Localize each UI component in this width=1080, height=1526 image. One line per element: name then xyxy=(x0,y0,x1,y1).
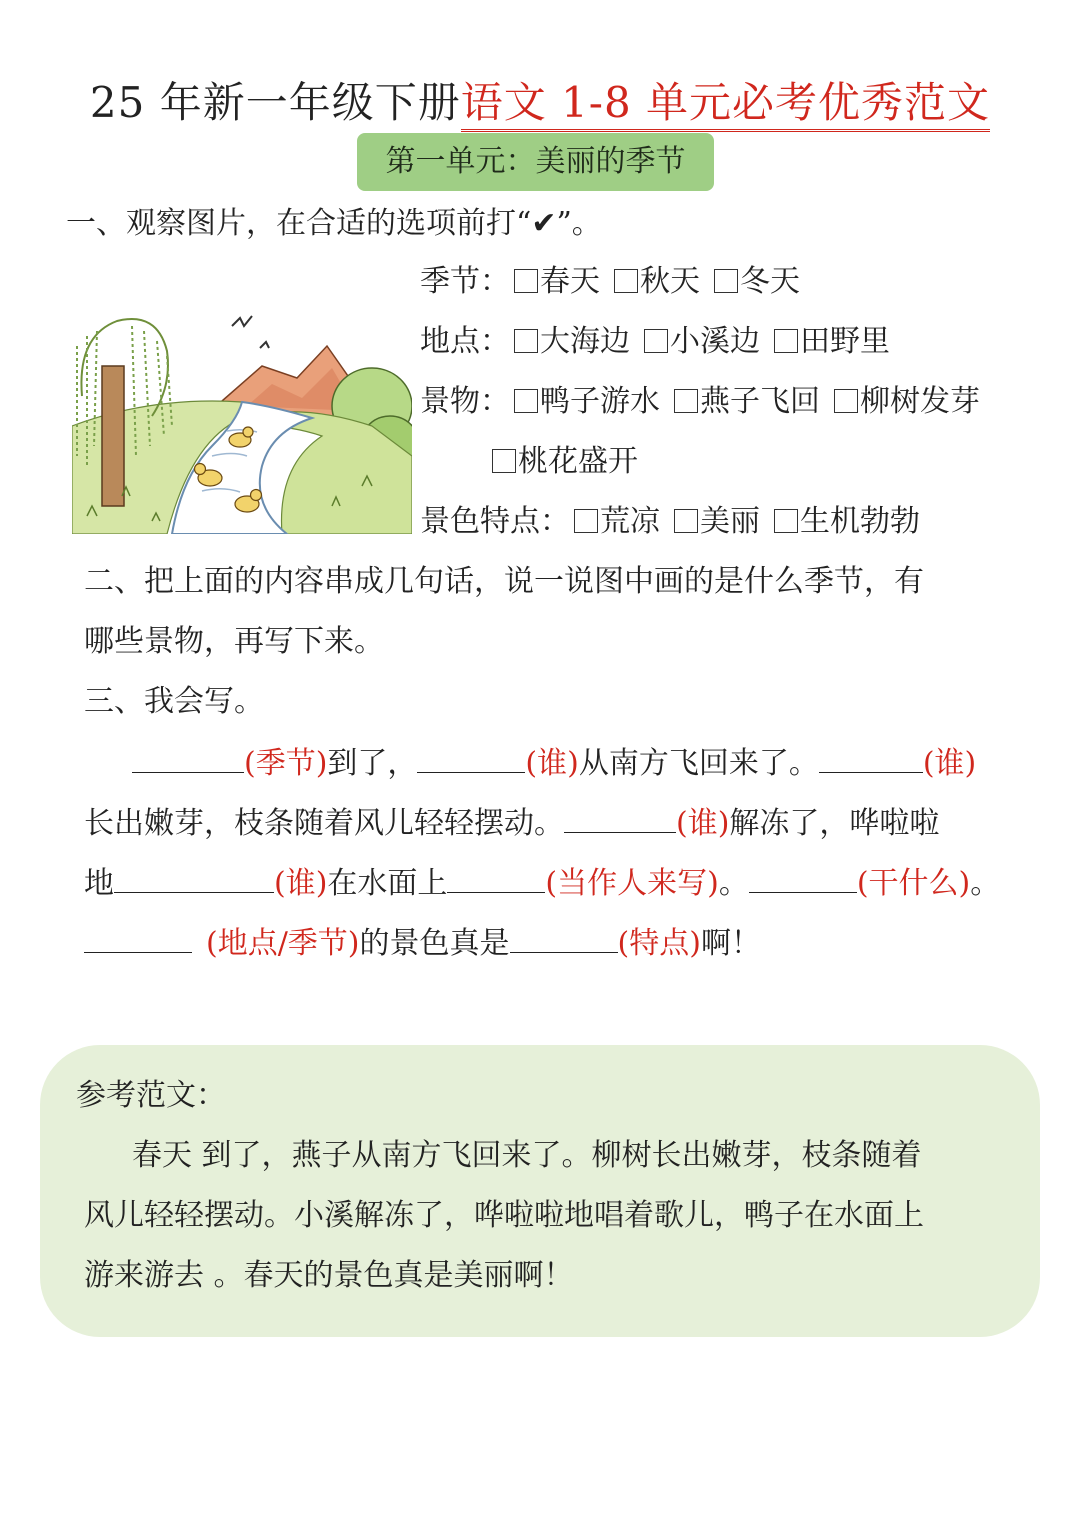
checkbox[interactable] xyxy=(774,329,798,353)
fill-blank[interactable] xyxy=(819,742,923,773)
text-fragment: 。 xyxy=(970,866,1001,901)
hint-doing: (干什么) xyxy=(856,866,971,901)
hint-who: (谁) xyxy=(274,866,328,901)
q1-row-label: 季节： xyxy=(420,264,510,299)
q1-row-place xyxy=(420,322,900,362)
checkbox[interactable] xyxy=(492,449,516,473)
checkbox[interactable] xyxy=(674,389,698,413)
text-fragment: 啊！ xyxy=(700,926,761,961)
fill-blank[interactable] xyxy=(417,742,525,773)
reference-line-3: 游来游去 。春天的景色真是美丽啊！ xyxy=(84,1258,574,1293)
q1-heading: 一、观察图片，在合适的选项前打“✔”。 xyxy=(66,206,602,241)
title-main: 25 年新一年级下册 xyxy=(89,78,461,127)
hint-place-season: (地点/季节) xyxy=(206,926,360,961)
q1-row-feature xyxy=(420,502,920,542)
text-fragment: 。 xyxy=(718,866,749,901)
option-label: 秋天 xyxy=(640,264,700,299)
option-label: 鸭子游水 xyxy=(540,384,660,419)
checkbox[interactable] xyxy=(714,269,738,293)
q1-row-season xyxy=(420,262,810,302)
text-fragment: 解冻了，哗啦啦 xyxy=(729,806,940,841)
hint-who: (谁) xyxy=(525,746,579,781)
text-fragment: 到了， xyxy=(327,746,418,781)
text-fragment: 的景色真是 xyxy=(359,926,510,961)
checkbox[interactable] xyxy=(514,389,538,413)
unit-badge: 第一单元：美丽的季节 xyxy=(357,133,714,191)
checkbox[interactable] xyxy=(674,509,698,533)
checkbox[interactable] xyxy=(614,269,638,293)
option-label: 小溪边 xyxy=(670,324,760,359)
fill-blank[interactable] xyxy=(132,742,244,773)
text-fragment: 长出嫩芽，枝条随着风儿轻轻摆动。 xyxy=(84,806,564,841)
text-fragment: 地 xyxy=(84,866,114,901)
fill-blank[interactable] xyxy=(114,862,274,893)
option-label: 美丽 xyxy=(700,504,760,539)
q3-line-2 xyxy=(84,802,939,844)
fill-blank[interactable] xyxy=(84,922,192,953)
option-label: 柳树发芽 xyxy=(860,384,980,419)
hint-who: (谁) xyxy=(922,746,977,781)
q1-row-scenery xyxy=(420,382,980,422)
checkbox[interactable] xyxy=(514,269,538,293)
option-label: 桃花盛开 xyxy=(518,444,638,479)
reference-line-2: 风儿轻轻摆动。小溪解冻了，哗啦啦地唱着歌儿，鸭子在水面上 xyxy=(84,1198,924,1233)
option-label: 荒凉 xyxy=(600,504,660,539)
text-fragment: 从南方飞回来了。 xyxy=(578,746,819,781)
hint-feature: (特点) xyxy=(617,926,701,961)
reference-line-1: 春天 到了，燕子从南方飞回来了。柳树长出嫩芽，枝条随着 xyxy=(132,1138,922,1173)
checkbox[interactable] xyxy=(834,389,858,413)
option-label: 燕子飞回 xyxy=(700,384,820,419)
q3-line-4 xyxy=(84,922,761,964)
q3-heading: 三、我会写。 xyxy=(84,684,264,719)
q1-row-label: 景物： xyxy=(420,384,510,419)
hint-who: (谁) xyxy=(676,806,730,841)
reference-title: 参考范文： xyxy=(76,1078,226,1113)
option-label: 春天 xyxy=(540,264,600,299)
option-label: 冬天 xyxy=(740,264,800,299)
q2-line-2: 哪些景物，再写下来。 xyxy=(84,624,384,659)
q1-row-scenery-cont xyxy=(488,442,638,482)
fill-blank[interactable] xyxy=(510,922,618,953)
q1-row-label: 景色特点： xyxy=(420,504,570,539)
q1-row-label: 地点： xyxy=(420,324,510,359)
q2-line-1: 二、把上面的内容串成几句话，说一说图中画的是什么季节，有 xyxy=(84,564,924,599)
page-title xyxy=(0,70,1080,130)
fill-blank[interactable] xyxy=(447,862,545,893)
checkbox[interactable] xyxy=(574,509,598,533)
checkbox[interactable] xyxy=(644,329,668,353)
hint-as-person: (当作人来写) xyxy=(545,866,719,901)
spring-scene-illustration xyxy=(72,306,412,534)
q3-line-1 xyxy=(132,742,976,784)
hint-season: (季节) xyxy=(244,746,328,781)
option-label: 生机勃勃 xyxy=(800,504,920,539)
fill-blank[interactable] xyxy=(564,802,676,833)
fill-blank[interactable] xyxy=(749,862,857,893)
option-label: 田野里 xyxy=(800,324,890,359)
option-label: 大海边 xyxy=(540,324,630,359)
text-fragment: 在水面上 xyxy=(327,866,448,901)
title-highlight: 语文 1-8 单元必考优秀范文 xyxy=(461,78,990,132)
q3-line-3 xyxy=(84,862,1000,904)
checkbox[interactable] xyxy=(514,329,538,353)
checkbox[interactable] xyxy=(774,509,798,533)
